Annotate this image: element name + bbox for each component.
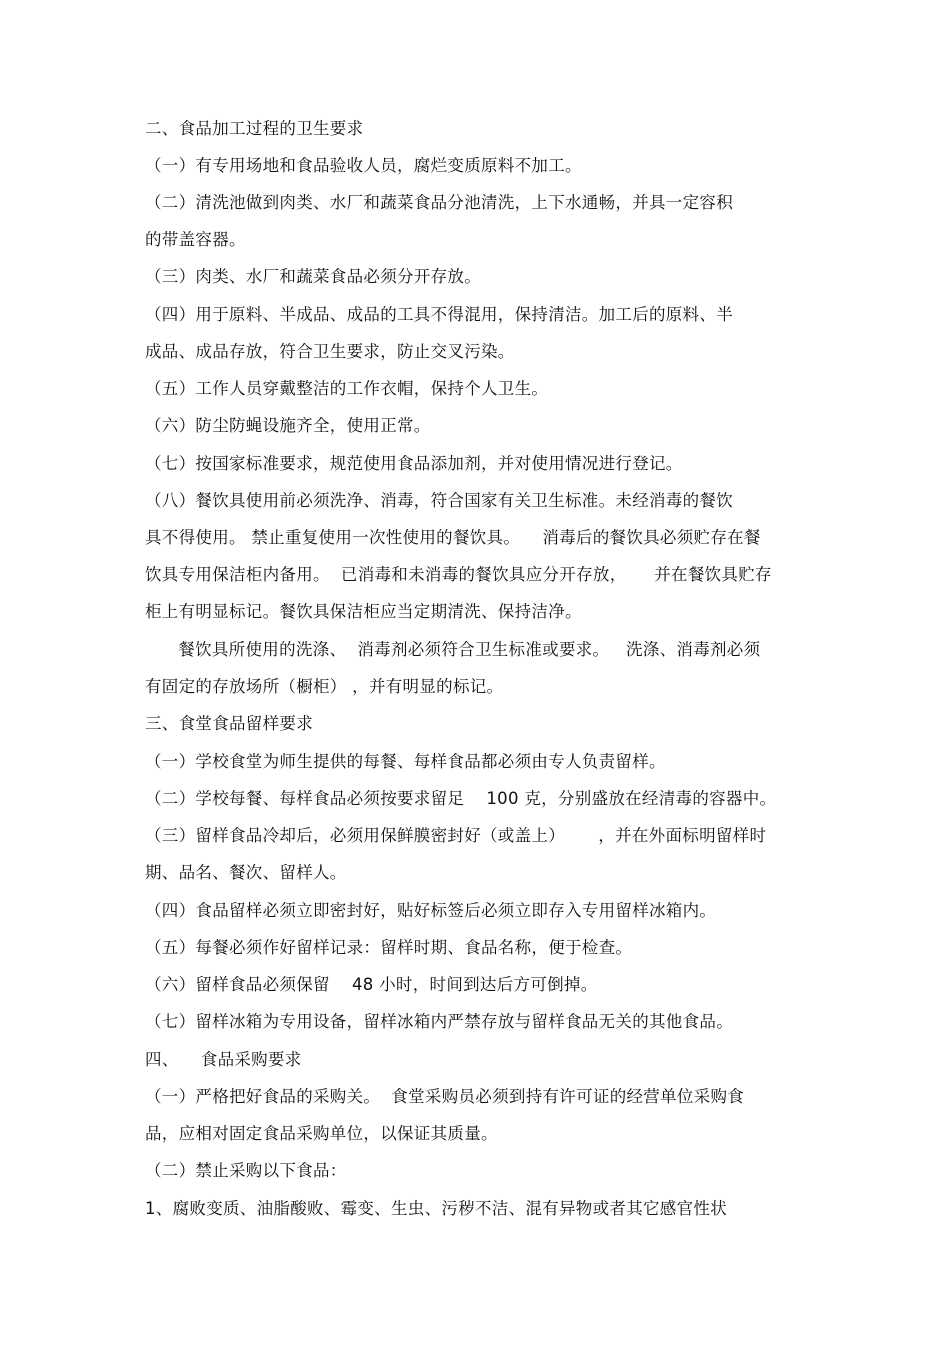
text-line: 的带盖容器。 (145, 230, 246, 249)
text-line: （六）留样食品必须保留 48 小时，时间到达后方可倒掉。 (145, 975, 598, 994)
text-line: 柜上有明显标记。餐饮具保洁柜应当定期清洗、保持洁净。 (145, 602, 582, 621)
text-line: 餐饮具所使用的洗涤、 消毒剂必须符合卫生标准或要求。 洗涤、消毒剂必须 (145, 640, 761, 659)
text-line: （二）清洗池做到肉类、水厂和蔬菜食品分池清洗，上下水通畅，并具一定容积 (145, 193, 733, 212)
text-line: （八）餐饮具使用前必须洗净、消毒，符合国家有关卫生标准。未经消毒的餐饮 (145, 491, 733, 510)
text-line: 期、品名、餐次、留样人。 (145, 863, 347, 882)
section-heading-food-procurement: 四、 食品采购要求 (145, 1050, 302, 1069)
text-line: （一）有专用场地和食品验收人员，腐烂变质原料不加工。 (145, 156, 582, 175)
text-line: 1、腐败变质、油脂酸败、霉变、生虫、污秽不洁、混有异物或者其它感官性状 (145, 1199, 727, 1218)
text-line: （一）严格把好食品的采购关。 食堂采购员必须到持有许可证的经营单位采购食 (145, 1087, 745, 1106)
text-line: 品，应相对固定食品采购单位，以保证其质量。 (145, 1124, 498, 1143)
text-line: （二）学校每餐、每样食品必须按要求留足 100 克，分别盛放在经清毒的容器中。 (145, 789, 777, 808)
text-line: （七）留样冰箱为专用设备，留样冰箱内严禁存放与留样食品无关的其他食品。 (145, 1012, 733, 1031)
text-line: 有固定的存放场所（橱柜） ，并有明显的标记。 (145, 677, 504, 696)
text-line: 具不得使用。 禁止重复使用一次性使用的餐饮具。 消毒后的餐饮具必须贮存在餐 (145, 528, 761, 547)
text-line: （三）留样食品冷却后，必须用保鲜膜密封好（或盖上） ，并在外面标明留样时 (145, 826, 767, 845)
text-line: 成品、成品存放，符合卫生要求，防止交叉污染。 (145, 342, 515, 361)
text-line: （四）用于原料、半成品、成品的工具不得混用，保持清洁。加工后的原料、半 (145, 305, 733, 324)
section-heading-food-processing: 二、食品加工过程的卫生要求 (145, 119, 364, 138)
text-line: 饮具专用保洁柜内备用。 已消毒和未消毒的餐饮具应分开存放， 并在餐饮具贮存 (145, 565, 772, 584)
text-line: （三）肉类、水厂和蔬菜食品必须分开存放。 (145, 267, 481, 286)
text-line: （四）食品留样必须立即密封好，贴好标签后必须立即存入专用留样冰箱内。 (145, 901, 717, 920)
text-line: （五）每餐必须作好留样记录：留样时期、食品名称，便于检查。 (145, 938, 633, 957)
text-line: （七）按国家标准要求，规范使用食品添加剂，并对使用情况进行登记。 (145, 454, 683, 473)
text-line: （二）禁止采购以下食品： (145, 1161, 347, 1180)
text-line: （一）学校食堂为师生提供的每餐、每样食品都必须由专人负责留样。 (145, 752, 666, 771)
text-line: （五）工作人员穿戴整洁的工作衣帽，保持个人卫生。 (145, 379, 549, 398)
text-line: （六）防尘防蝇设施齐全，使用正常。 (145, 416, 431, 435)
section-heading-sample-retention: 三、食堂食品留样要求 (145, 714, 313, 733)
